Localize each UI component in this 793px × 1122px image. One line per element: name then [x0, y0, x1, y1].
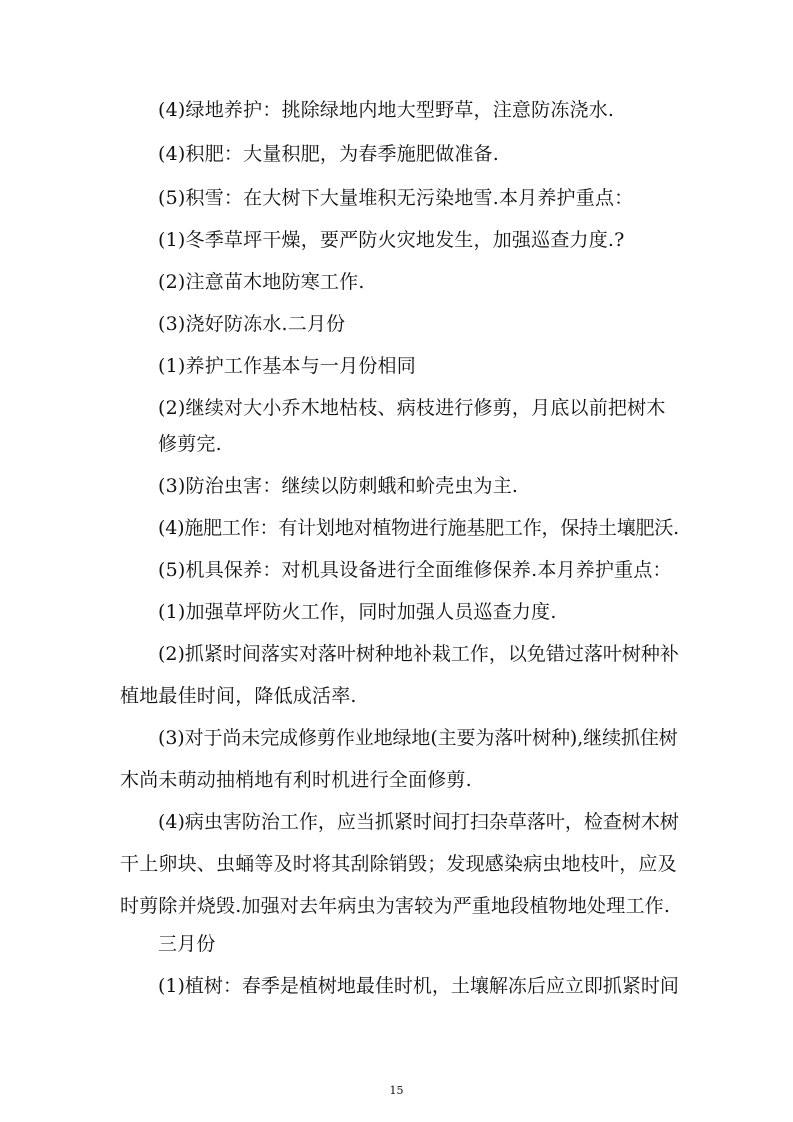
text-line: 时剪除并烧毁.加强对去年病虫为害较为严重地段植物地处理工作.	[120, 895, 671, 917]
text-line: (3)浇好防冻水.二月份	[158, 313, 346, 335]
page-number: 15	[389, 1084, 404, 1097]
text-line: (2)抓紧时间落实对落叶树种地补栽工作，以免错过落叶树种补	[158, 643, 679, 665]
text-line: (1)养护工作基本与一月份相同	[158, 355, 416, 377]
text-line: (5)机具保养：对机具设备进行全面维修保养.本月养护重点：	[158, 559, 672, 581]
text-line: (4)绿地养护：挑除绿地内地大型野草，注意防冻浇水.	[158, 99, 615, 121]
text-line: (1)加强草坪防火工作，同时加强人员巡查力度.	[158, 601, 557, 623]
text-line: (2)注意苗木地防寒工作.	[158, 271, 365, 293]
text-line: (3)对于尚未完成修剪作业地绿地(主要为落叶树种),继续抓住树	[158, 727, 678, 749]
text-line: (3)防治虫害：继续以防刺蛾和蚧壳虫为主.	[158, 475, 519, 497]
text-line: 干上卵块、虫蛹等及时将其刮除销毁；发现感染病虫地枝叶，应及	[120, 853, 677, 875]
text-line: (5)积雪：在大树下大量堆积无污染地雪.本月养护重点：	[158, 187, 634, 209]
text-line: (2)继续对大小乔木地枯枝、病枝进行修剪，月底以前把树木	[158, 397, 666, 419]
text-line: (1)冬季草坪干燥，要严防火灾地发生，加强巡查力度.?	[158, 229, 625, 251]
text-line: 修剪完.	[158, 433, 222, 455]
text-line: 植地最佳时间，降低成活率.	[120, 685, 357, 707]
text-line: 木尚未萌动抽梢地有利时机进行全面修剪.	[120, 769, 472, 791]
text-line: (4)积肥：大量积肥，为春季施肥做准备.	[158, 143, 499, 165]
text-line: (4)施肥工作：有计划地对植物进行施基肥工作，保持土壤肥沃.	[158, 517, 679, 539]
text-line: (4)病虫害防治工作，应当抓紧时间打扫杂草落叶，检查树木树	[158, 811, 679, 833]
text-line: (1)植树：春季是植树地最佳时机，土壤解冻后应立即抓紧时间	[158, 975, 679, 997]
text-line: 三月份	[158, 933, 216, 955]
